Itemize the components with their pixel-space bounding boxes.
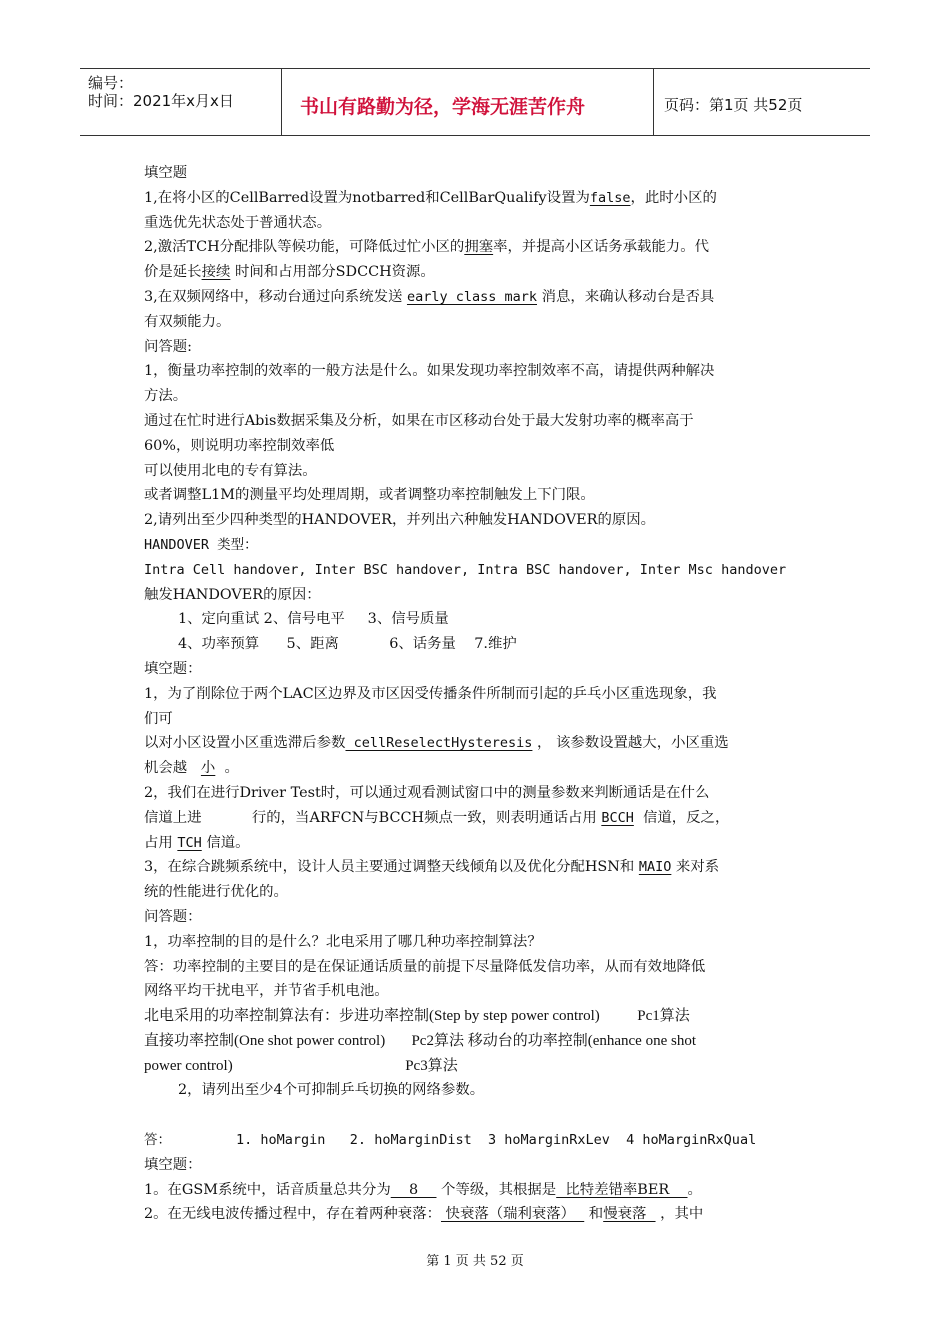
section-heading: 填空题： (144, 660, 202, 677)
header-bottom-rule (80, 135, 870, 136)
header-page-label: 页码：第1页 共52页 (664, 96, 803, 114)
text-line: 或者调整L1M的测量平均处理周期，或者调整功率控制触发上下门限。 (144, 487, 595, 504)
text-line: 信道上进 行的，当ARFCN与BCCH频点一致，则表明通话占用 BCCH 信道，反之， (144, 809, 730, 826)
blank-line (144, 1103, 810, 1128)
section-heading: 问答题: (144, 338, 193, 355)
section-heading: 问答题： (144, 908, 202, 925)
text-line: 1，衡量功率控制的效率的一般方法是什么。如果发现功率控制效率不高，请提供两种解决 (144, 363, 715, 380)
text-line: 网络平均干扰电平，并节省手机电池。 (144, 983, 389, 1000)
text-line: 1。在GSM系统中，话音质量总共分为 8 个等级，其根据是 比特差错率BER 。 (144, 1181, 702, 1198)
text-line: 通过在忙时进行Abis数据采集及分析，如果在市区移动台处于最大发射功率的概率高于 (144, 412, 694, 429)
text-line: 答：功率控制的主要目的是在保证通话质量的前提下尽量降低发信功率，从而有效地降低 (144, 958, 706, 975)
answer-blank: false (589, 189, 631, 206)
answer-blank: 比特差错率BER (556, 1181, 688, 1198)
text-line: 60%，则说明功率控制效率低 (144, 437, 335, 454)
header-motto: 书山有路勤为径，学海无涯苦作舟 (300, 96, 586, 118)
answer-blank: 快衰落（瑞利衰落） (440, 1206, 585, 1223)
text-line: 2,激活TCH分配排队等候功能，可降低过忙小区的拥塞率，并提高小区话务承载能力。代 (144, 239, 709, 256)
text-line: HANDOVER 类型： (144, 536, 258, 553)
text-line: 3,在双频网络中，移动台通过向系统发送 early class mark 消息，来确认移动台是否具 (144, 288, 715, 305)
text-line: 重选优先状态处于普通状态。 (144, 214, 332, 231)
text-line: 1，为了削除位于两个LAC区边界及市区因受传播条件所制而引起的乒乓小区重选现象，我 (144, 685, 717, 702)
text-line: 机会越 小 。 (144, 760, 239, 777)
text-line: 2，我们在进行Driver Test时，可以通过观看测试窗口中的测量参数来判断通话是在什么 (144, 784, 710, 801)
answer-blank: BCCH (601, 809, 634, 826)
text-line: 占用 TCH 信道。 (144, 834, 250, 851)
answer-blank: early class mark (406, 288, 537, 305)
page-footer: 第 1 页 共 52 页 (426, 1254, 524, 1269)
answer-blank: 8 (390, 1181, 437, 1198)
text-line: 统的性能进行优化的。 (144, 884, 288, 901)
text-line: 2,请列出至少四种类型的HANDOVER，并列出六种触发HANDOVER的原因。 (144, 512, 656, 529)
document-body (144, 161, 810, 1227)
header-divider-right (653, 68, 654, 135)
text-line: 2。在无线电波传播过程中，存在着两种衰落： 快衰落（瑞利衰落） 和慢衰落 ，其中 (144, 1206, 704, 1223)
header-divider-left (281, 68, 282, 135)
section-heading: 填空题： (144, 1156, 202, 1173)
text-line: 触发HANDOVER的原因： (144, 586, 321, 603)
text-line: 北电采用的功率控制算法有：步进功率控制(Step by step power control) Pc1算法 (144, 1008, 690, 1025)
answer-blank: 慢衰落 (603, 1206, 656, 1223)
text-line: 1，功率控制的目的是什么？北电采用了哪几种功率控制算法？ (144, 933, 542, 950)
text-line: 以对小区设置小区重选滞后参数 cellReselectHysteresis ， 该参数设置越大，小区重选 (144, 735, 729, 752)
text-line: 3，在综合跳频系统中，设计人员主要通过调整天线倾角以及优化分配HSN和 MAIO 来对系 (144, 859, 720, 876)
text-line: 1,在将小区的CellBarred设置为notbarred和CellBarQualify设置为false，此时小区的 (144, 189, 717, 206)
section-heading: 填空题 (144, 165, 188, 181)
header-time-label: 时间：2021年x月x日 (88, 92, 234, 110)
answer-blank: 接续 (201, 264, 231, 281)
answer-blank: cellReselectHysteresis (345, 735, 533, 752)
answer-blank: TCH (177, 834, 202, 851)
text-line: 价是延长接续 时间和占用部分SDCCH资源。 (144, 264, 435, 281)
text-line: 方法。 (144, 388, 188, 405)
text-line: 可以使用北电的专有算法。 (144, 462, 317, 479)
text-line: Intra Cell handover, Inter BSC handover, Intra BSC handover, Inter Msc handover (144, 561, 787, 578)
text-line: 直接功率控制(One shot power control) Pc2算法 移动台的功率控制(enhance one shot (144, 1032, 696, 1049)
answer-blank: 小 (200, 760, 216, 777)
text-line: 答： 1. hoMargin 2. hoMarginDist 3 hoMarginRxLev 4 hoMarginRxQual (144, 1132, 757, 1149)
text-line: 们可 (144, 710, 173, 727)
answer-blank: 拥塞 (464, 239, 494, 256)
header-number-label: 编号： (88, 74, 134, 92)
text-line: 有双频能力。 (144, 313, 231, 330)
answer-blank: MAIO (638, 859, 672, 876)
header-top-rule (80, 68, 870, 69)
text-line: 2，请列出至少4个可抑制乒乓切换的网络参数。 (178, 1082, 485, 1099)
text-line: 4、功率预算 5、距离 6、话务量 7.维护 (178, 636, 517, 653)
text-line: power control) Pc3算法 (144, 1057, 458, 1074)
text-line: 1、定向重试 2、信号电平 3、信号质量 (178, 611, 449, 628)
